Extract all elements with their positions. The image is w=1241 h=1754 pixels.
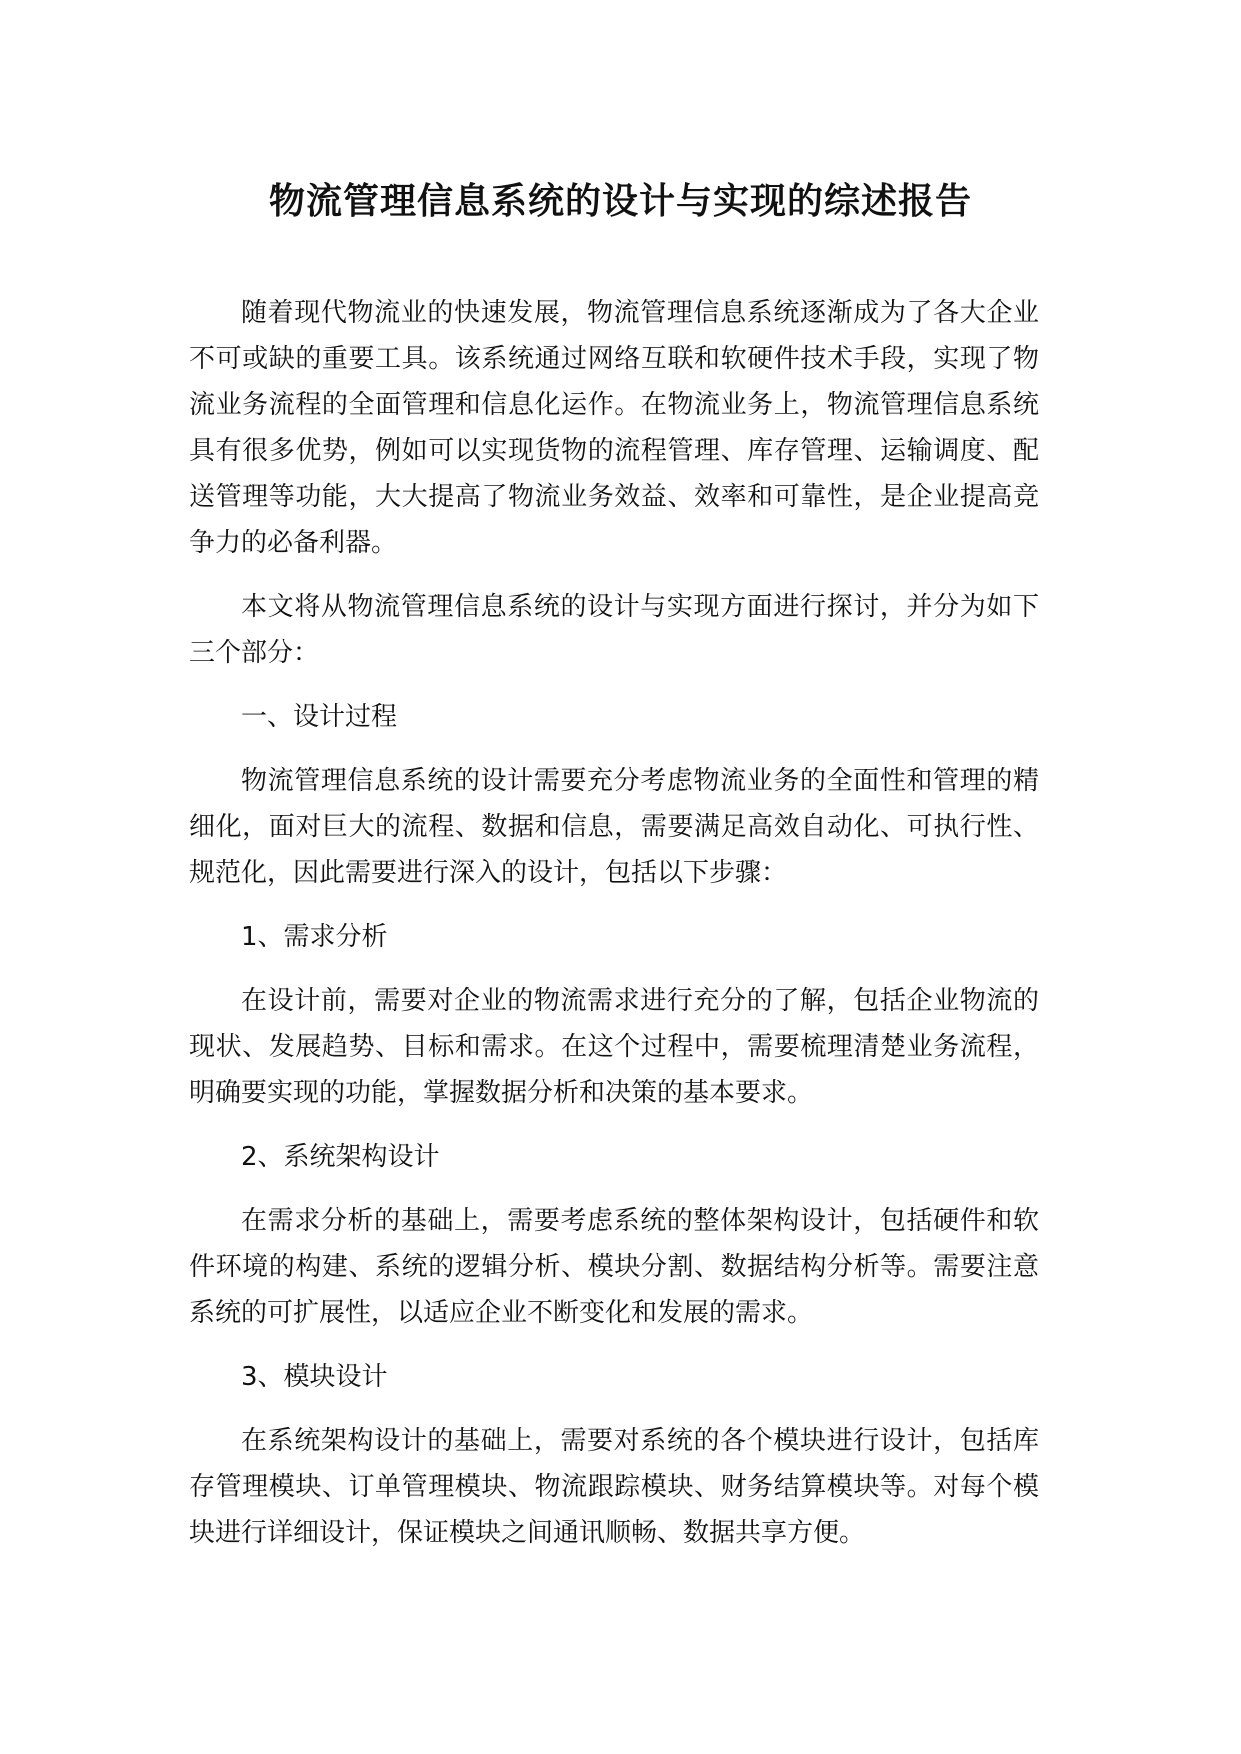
subheading-requirements-analysis: 1、需求分析 [241, 922, 388, 952]
section-heading-design-process: 一、设计过程 [241, 702, 398, 732]
paragraph-outline: 本文将从物流管理信息系统的设计与实现方面进行探讨，并分为如下三个部分： [189, 592, 1039, 668]
paragraph-intro: 随着现代物流业的快速发展，物流管理信息系统逐渐成为了各大企业不可或缺的重要工具。该系统通过网络互联和软硬件技术手段，实现了物流业务流程的全面管理和信息化运作。在物流业务上，物流管理信息系统具有很多优势，例如可以实现货物的流程管理、库存管理、运输调度、配送管理等功能，大大提高了物流业务效益、效率和可靠性，是企业提高竞争力的必备利器。 [189, 298, 1039, 558]
paragraph-module-design: 在系统架构设计的基础上，需要对系统的各个模块进行设计，包括库存管理模块、订单管理模块、物流跟踪模块、财务结算模块等。对每个模块进行详细设计，保证模块之间通讯顺畅、数据共享方便。 [189, 1426, 1039, 1548]
paragraph-architecture-design: 在需求分析的基础上，需要考虑系统的整体架构设计，包括硬件和软件环境的构建、系统的逻辑分析、模块分割、数据结构分析等。需要注意系统的可扩展性，以适应企业不断变化和发展的需求。 [189, 1206, 1039, 1328]
subheading-architecture-design: 2、系统架构设计 [241, 1142, 440, 1172]
document-title: 物流管理信息系统的设计与实现的综述报告 [268, 181, 972, 222]
document-body [189, 290, 1039, 1574]
paragraph-design-process: 物流管理信息系统的设计需要充分考虑物流业务的全面性和管理的精细化，面对巨大的流程、数据和信息，需要满足高效自动化、可执行性、规范化，因此需要进行深入的设计，包括以下步骤： [189, 766, 1039, 888]
paragraph-requirements-analysis: 在设计前，需要对企业的物流需求进行充分的了解，包括企业物流的现状、发展趋势、目标和需求。在这个过程中，需要梳理清楚业务流程，明确要实现的功能，掌握数据分析和决策的基本要求。 [189, 986, 1039, 1108]
subheading-module-design: 3、模块设计 [241, 1362, 388, 1392]
